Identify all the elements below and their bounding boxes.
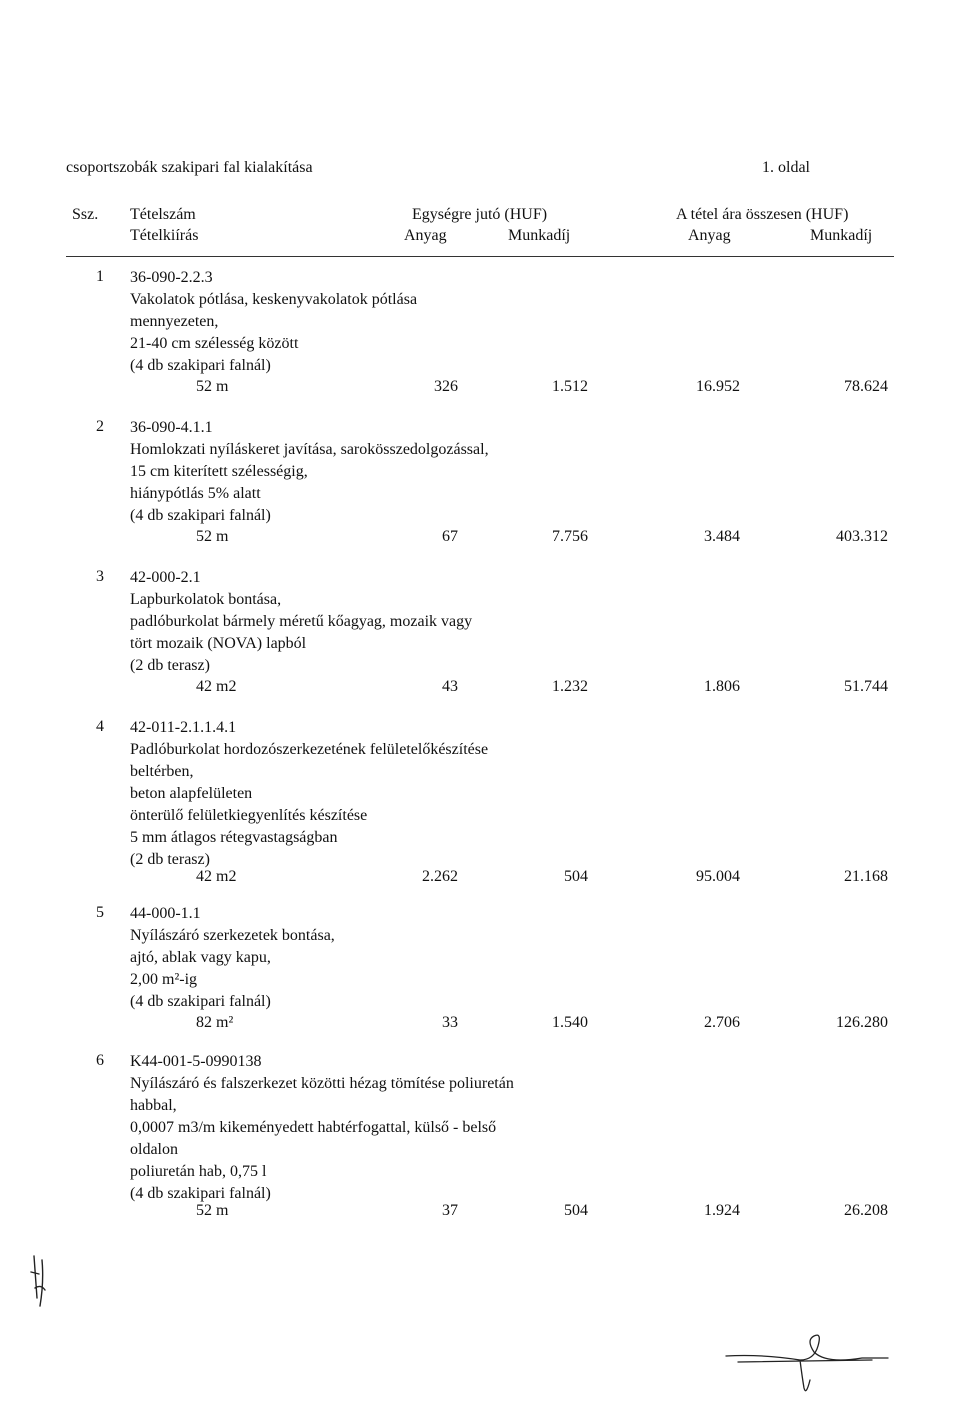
item-description-line: habbal, bbox=[130, 1097, 177, 1114]
item-code: K44-001-5-0990138 bbox=[130, 1053, 262, 1070]
item-code: 44-000-1.1 bbox=[130, 905, 201, 922]
item-quantity: 52 m bbox=[196, 528, 229, 545]
handwritten-initials bbox=[28, 1252, 48, 1312]
item-number: 3 bbox=[96, 568, 104, 585]
item-description-line: hiánypótlás 5% alatt bbox=[130, 485, 261, 502]
item-description-line: 21-40 cm szélesség között bbox=[130, 335, 299, 352]
item-quantity: 52 m bbox=[196, 1202, 229, 1219]
item-quantity: 52 m bbox=[196, 378, 229, 395]
item-description-line: oldalon bbox=[130, 1141, 178, 1158]
item-description-line: önterülő felületkiegyenlítés készítése bbox=[130, 807, 368, 824]
item-number: 1 bbox=[96, 268, 104, 285]
total-munkadij-value: 78.624 bbox=[844, 378, 888, 395]
item-quantity: 42 m2 bbox=[196, 678, 237, 695]
item-number: 4 bbox=[96, 718, 104, 735]
unit-anyag-value: 43 bbox=[442, 678, 458, 695]
item-number: 6 bbox=[96, 1052, 104, 1069]
item-description-line: Nyílászáró szerkezetek bontása, bbox=[130, 927, 335, 944]
unit-anyag-value: 33 bbox=[442, 1014, 458, 1031]
item-code: 42-011-2.1.1.4.1 bbox=[130, 719, 237, 736]
item-description-line: beton alapfelületen bbox=[130, 785, 253, 802]
item-description-line: 0,0007 m3/m kikeményedett habtérfogattal, külső - belső bbox=[130, 1119, 497, 1136]
total-anyag-value: 1.806 bbox=[704, 678, 740, 695]
item-description-line: Lapburkolatok bontása, bbox=[130, 591, 282, 608]
column-total-price-group: A tétel ára összesen (HUF) bbox=[676, 206, 849, 223]
column-tetelkiiras: Tételkiírás bbox=[130, 227, 199, 244]
item-description-line: (4 db szakipari falnál) bbox=[130, 993, 271, 1010]
unit-anyag-value: 37 bbox=[442, 1202, 458, 1219]
total-munkadij-value: 403.312 bbox=[836, 528, 888, 545]
total-anyag-value: 1.924 bbox=[704, 1202, 740, 1219]
header-rule bbox=[66, 256, 894, 257]
item-quantity: 42 m2 bbox=[196, 868, 237, 885]
total-munkadij-value: 51.744 bbox=[844, 678, 888, 695]
unit-munkadij-value: 1.512 bbox=[552, 378, 588, 395]
total-anyag-value: 95.004 bbox=[696, 868, 740, 885]
unit-anyag-value: 2.262 bbox=[422, 868, 458, 885]
item-description-line: Nyílászáró és falszerkezet közötti hézag tömítése poliuretán bbox=[130, 1075, 514, 1092]
document-title: csoportszobák szakipari fal kialakítása bbox=[66, 159, 313, 176]
item-quantity: 82 m² bbox=[196, 1014, 234, 1031]
item-code: 42-000-2.1 bbox=[130, 569, 201, 586]
item-description-line: tört mozaik (NOVA) lapból bbox=[130, 635, 307, 652]
handwritten-signature bbox=[722, 1330, 892, 1400]
item-description-line: Homlokzati nyíláskeret javítása, sarokösszedolgozással, bbox=[130, 441, 489, 458]
item-description-line: ajtó, ablak vagy kapu, bbox=[130, 949, 271, 966]
unit-anyag-value: 67 bbox=[442, 528, 458, 545]
total-anyag-value: 2.706 bbox=[704, 1014, 740, 1031]
item-description-line: padlóburkolat bármely méretű kőagyag, mozaik vagy bbox=[130, 613, 473, 630]
item-number: 2 bbox=[96, 418, 104, 435]
unit-munkadij-value: 504 bbox=[564, 868, 588, 885]
column-unit-munkadij: Munkadíj bbox=[508, 227, 571, 244]
page-number: 1. oldal bbox=[762, 159, 810, 176]
unit-munkadij-value: 1.540 bbox=[552, 1014, 588, 1031]
item-description-line: beltérben, bbox=[130, 763, 194, 780]
column-total-anyag: Anyag bbox=[688, 227, 731, 244]
unit-munkadij-value: 7.756 bbox=[552, 528, 588, 545]
unit-munkadij-value: 1.232 bbox=[552, 678, 588, 695]
column-total-munkadij: Munkadíj bbox=[810, 227, 873, 244]
column-unit-anyag: Anyag bbox=[404, 227, 447, 244]
total-munkadij-value: 21.168 bbox=[844, 868, 888, 885]
item-number: 5 bbox=[96, 904, 104, 921]
item-description-line: poliuretán hab, 0,75 l bbox=[130, 1163, 267, 1180]
item-description-line: Vakolatok pótlása, keskenyvakolatok pótlása bbox=[130, 291, 418, 308]
total-munkadij-value: 26.208 bbox=[844, 1202, 888, 1219]
item-description-line: (4 db szakipari falnál) bbox=[130, 357, 271, 374]
item-description-line: 5 mm átlagos rétegvastagságban bbox=[130, 829, 338, 846]
column-ssz: Ssz. bbox=[72, 206, 99, 223]
item-code: 36-090-2.2.3 bbox=[130, 269, 213, 286]
column-tetelszam: Tételszám bbox=[130, 206, 196, 223]
item-description-line: mennyezeten, bbox=[130, 313, 219, 330]
column-unit-price-group: Egységre jutó (HUF) bbox=[412, 206, 548, 223]
item-code: 36-090-4.1.1 bbox=[130, 419, 213, 436]
item-description-line: 15 cm kiterített szélességig, bbox=[130, 463, 308, 480]
item-description-line: (2 db terasz) bbox=[130, 657, 210, 674]
item-description-line: Padlóburkolat hordozószerkezetének felületelőkészítése bbox=[130, 741, 489, 758]
unit-munkadij-value: 504 bbox=[564, 1202, 588, 1219]
item-description-line: (2 db terasz) bbox=[130, 851, 210, 868]
item-description-line: 2,00 m²-ig bbox=[130, 971, 198, 988]
item-description-line: (4 db szakipari falnál) bbox=[130, 507, 271, 524]
total-anyag-value: 3.484 bbox=[704, 528, 740, 545]
item-description-line: (4 db szakipari falnál) bbox=[130, 1185, 271, 1202]
total-anyag-value: 16.952 bbox=[696, 378, 740, 395]
total-munkadij-value: 126.280 bbox=[836, 1014, 888, 1031]
unit-anyag-value: 326 bbox=[434, 378, 458, 395]
